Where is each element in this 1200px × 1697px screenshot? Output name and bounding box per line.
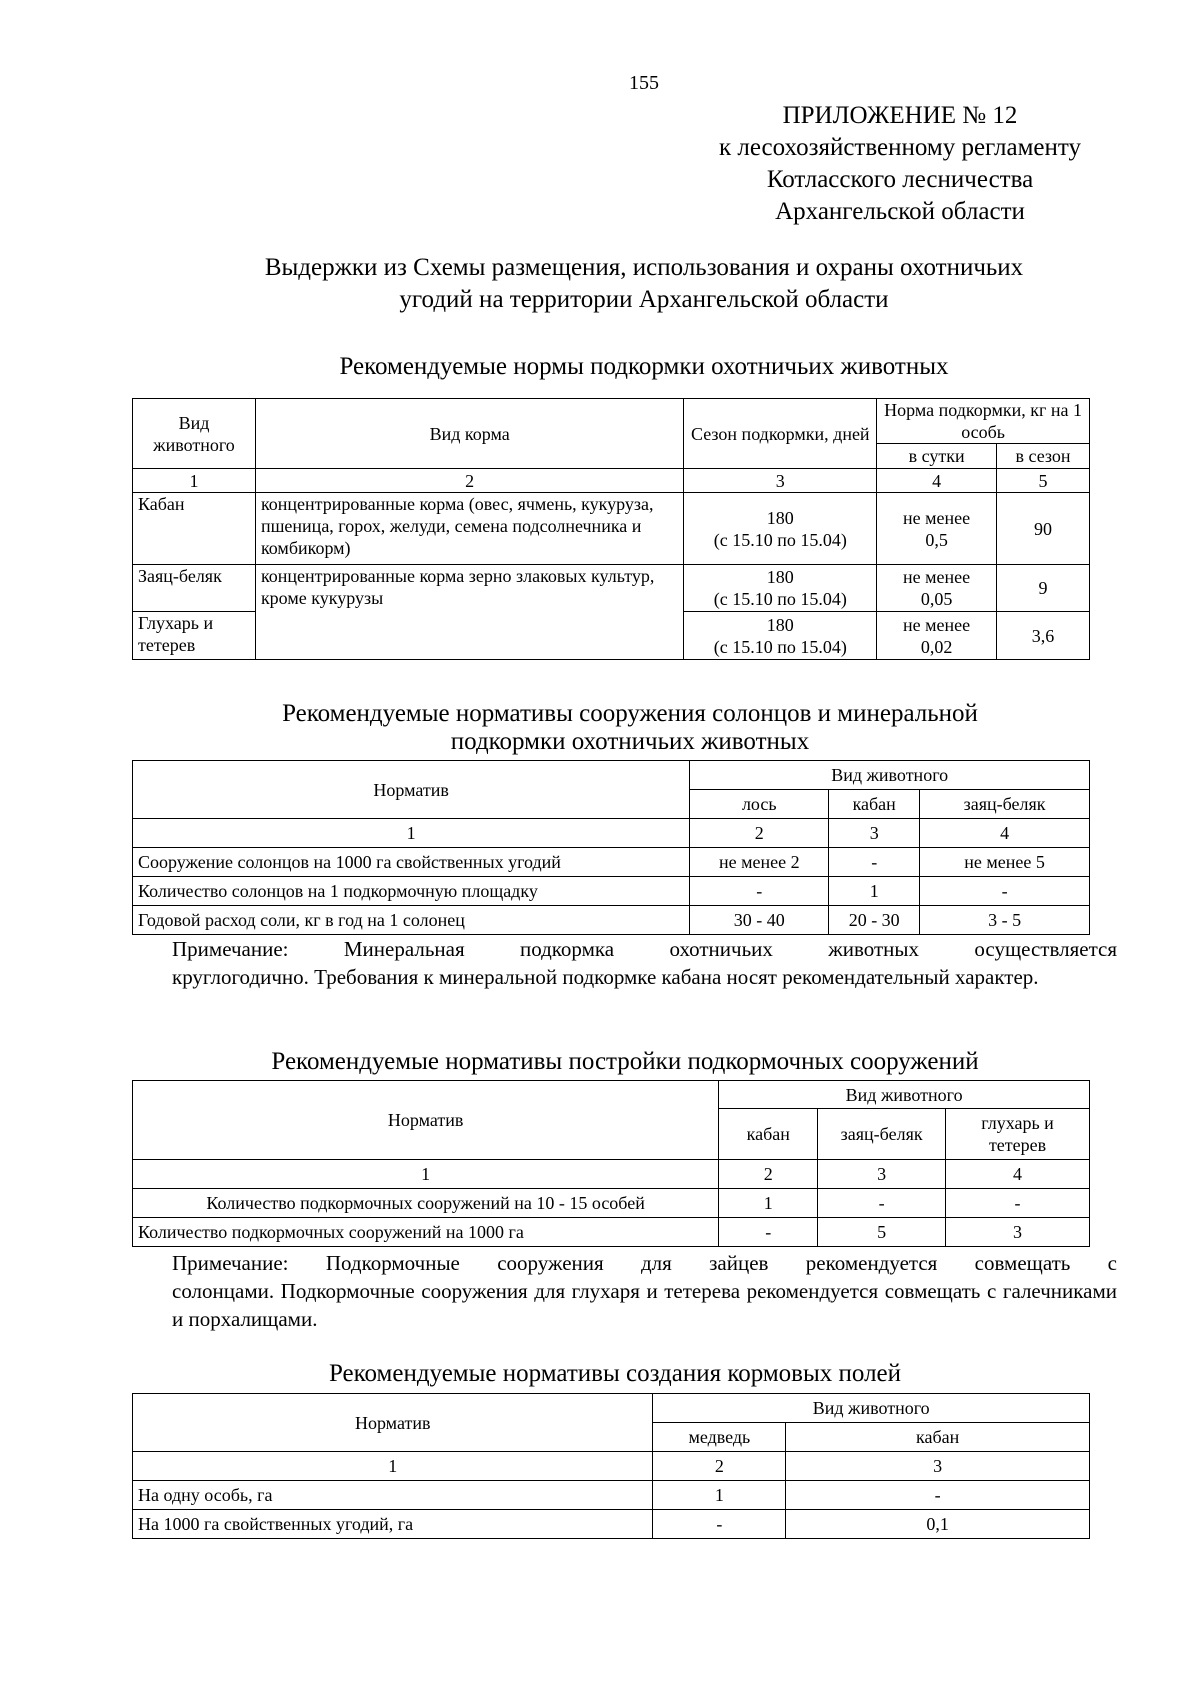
header-norm: Норматив xyxy=(133,1394,653,1452)
header-animal: Вид животного xyxy=(690,761,1090,790)
animal-cell: Заяц-беляк xyxy=(133,565,256,612)
column-numbers-row xyxy=(133,819,1090,848)
value-cell: 5 xyxy=(818,1218,946,1247)
value-cell: 0,1 xyxy=(786,1510,1090,1539)
header-animal-moose: лось xyxy=(690,790,829,819)
header-norm: Норматив xyxy=(133,1081,719,1160)
value-cell: - xyxy=(818,1189,946,1218)
document-title-line: Выдержки из Схемы размещения, использования и охраны охотничьих xyxy=(264,254,1024,281)
document-title xyxy=(0,252,1200,316)
table-row xyxy=(133,1218,1090,1247)
header-feed: Вид корма xyxy=(255,399,683,469)
per-season-cell: 90 xyxy=(997,493,1090,565)
column-numbers-row xyxy=(133,469,1090,493)
header-season: Сезон подкормки, дней xyxy=(684,399,877,469)
column-number: 1 xyxy=(133,1160,719,1189)
table-row xyxy=(133,1510,1090,1539)
value-cell: 20 - 30 xyxy=(829,906,920,935)
document-title-line: угодий на территории Архангельской области xyxy=(399,286,889,313)
table-row xyxy=(133,1189,1090,1218)
value-cell: - xyxy=(946,1189,1090,1218)
table-row xyxy=(133,1481,1090,1510)
salt-licks-note: Примечание: Минеральная подкормка охотничьих животных осуществляется круглогодично. Требования к минеральной подкормке кабана носят рекомендательный характер. xyxy=(172,937,1117,989)
value-cell: - xyxy=(920,877,1090,906)
feeding-structures-table xyxy=(132,1080,1090,1247)
column-number: 4 xyxy=(946,1160,1090,1189)
feeding-norms-table xyxy=(132,398,1090,660)
header-per-season: в сезон xyxy=(997,444,1090,469)
value-cell: не менее 2 xyxy=(690,848,829,877)
column-number: 5 xyxy=(997,469,1090,493)
header-norm: Норматив xyxy=(133,761,690,819)
salt-licks-title: Рекомендуемые нормативы сооружения солонцов и минеральной подкормки охотничьих животных xyxy=(282,700,978,755)
row-label: Годовой расход соли, кг в год на 1 солонец xyxy=(133,906,690,935)
row-label: Количество солонцов на 1 подкормочную площадку xyxy=(133,877,690,906)
animal-cell: Кабан xyxy=(133,493,256,565)
table-row xyxy=(133,906,1090,935)
column-number: 1 xyxy=(133,1452,653,1481)
table-row xyxy=(133,848,1090,877)
value-cell: - xyxy=(786,1481,1090,1510)
appendix-line: Архангельской области xyxy=(775,198,1025,225)
row-label: Количество подкормочных сооружений на 1000 га xyxy=(133,1218,719,1247)
appendix-title: ПРИЛОЖЕНИЕ № 12 xyxy=(782,102,1018,129)
column-number: 4 xyxy=(920,819,1090,848)
value-cell: - xyxy=(690,877,829,906)
column-numbers-row xyxy=(133,1452,1090,1481)
column-number: 3 xyxy=(829,819,920,848)
table-row xyxy=(133,877,1090,906)
per-day-cell: не менее 0,05 xyxy=(877,565,997,612)
appendix-line: к лесохозяйственному регламенту xyxy=(718,134,1082,161)
per-day-cell: не менее 0,5 xyxy=(877,493,997,565)
value-cell: 3 xyxy=(946,1218,1090,1247)
value-cell: 3 - 5 xyxy=(920,906,1090,935)
column-number: 3 xyxy=(684,469,877,493)
appendix-line: Котласского лесничества xyxy=(766,166,1034,193)
forage-fields-title: Рекомендуемые нормативы создания кормовых полей xyxy=(328,1360,902,1387)
value-cell: - xyxy=(719,1218,818,1247)
header-animal-grouse: глухарь и тетерев xyxy=(946,1109,1090,1160)
per-season-cell: 9 xyxy=(997,565,1090,612)
column-number: 2 xyxy=(653,1452,786,1481)
season-cell: 180 (с 15.10 по 15.04) xyxy=(684,612,877,660)
feeding-norms-title: Рекомендуемые нормы подкормки охотничьих животных xyxy=(339,353,949,380)
per-season-cell: 3,6 xyxy=(997,612,1090,660)
column-number: 2 xyxy=(719,1160,818,1189)
header-animal-hare: заяц-беляк xyxy=(920,790,1090,819)
value-cell: 1 xyxy=(653,1481,786,1510)
table-row xyxy=(133,493,1090,565)
header-animal-bear: медведь xyxy=(653,1423,786,1452)
header-animal-boar: кабан xyxy=(786,1423,1090,1452)
row-label: Количество подкормочных сооружений на 10 - 15 особей xyxy=(133,1189,719,1218)
column-number: 4 xyxy=(877,469,997,493)
season-cell: 180 (с 15.10 по 15.04) xyxy=(684,493,877,565)
season-cell: 180 (с 15.10 по 15.04) xyxy=(684,565,877,612)
column-number: 2 xyxy=(255,469,683,493)
value-cell: не менее 5 xyxy=(920,848,1090,877)
feed-cell: концентрированные корма (овес, ячмень, кукуруза, пшеница, горох, желуди, семена подсолнечника и комбикорм) xyxy=(255,493,683,565)
column-number: 2 xyxy=(690,819,829,848)
column-numbers-row xyxy=(133,1160,1090,1189)
header-animal: Вид животного xyxy=(653,1394,1090,1423)
header-per-day: в сутки xyxy=(877,444,997,469)
feeding-structures-note: Примечание: Подкормочные сооружения для зайцев рекомендуется совмещать с солонцами. Подкормочные сооружения для глухаря и тетерева рекомендуется совмещать с галечниками и порхалищами. xyxy=(172,1251,1117,1331)
header-animal-hare: заяц-беляк xyxy=(818,1109,946,1160)
value-cell: - xyxy=(829,848,920,877)
feeding-structures-title: Рекомендуемые нормативы постройки подкормочных сооружений xyxy=(271,1048,979,1075)
row-label: Сооружение солонцов на 1000 га свойственных угодий xyxy=(133,848,690,877)
table-row xyxy=(133,565,1090,612)
column-number: 3 xyxy=(818,1160,946,1189)
header-norm: Норма подкормки, кг на 1 особь xyxy=(877,399,1090,444)
header-animal-boar: кабан xyxy=(719,1109,818,1160)
row-label: На 1000 га свойственных угодий, га xyxy=(133,1510,653,1539)
feed-cell: концентрированные корма зерно злаковых культур, кроме кукурузы xyxy=(255,565,683,660)
header-animal-boar: кабан xyxy=(829,790,920,819)
header-animal: Вид животного xyxy=(133,399,256,469)
value-cell: 30 - 40 xyxy=(690,906,829,935)
value-cell: 1 xyxy=(829,877,920,906)
page-number: 155 xyxy=(629,72,659,94)
value-cell: - xyxy=(653,1510,786,1539)
salt-licks-table xyxy=(132,760,1090,935)
appendix-header xyxy=(560,100,1200,228)
value-cell: 1 xyxy=(719,1189,818,1218)
header-animal: Вид животного xyxy=(719,1081,1090,1109)
animal-cell: Глухарь и тетерев xyxy=(133,612,256,660)
column-number: 1 xyxy=(133,469,256,493)
forage-fields-table xyxy=(132,1393,1090,1539)
per-day-cell: не менее 0,02 xyxy=(877,612,997,660)
row-label: На одну особь, га xyxy=(133,1481,653,1510)
column-number: 3 xyxy=(786,1452,1090,1481)
column-number: 1 xyxy=(133,819,690,848)
